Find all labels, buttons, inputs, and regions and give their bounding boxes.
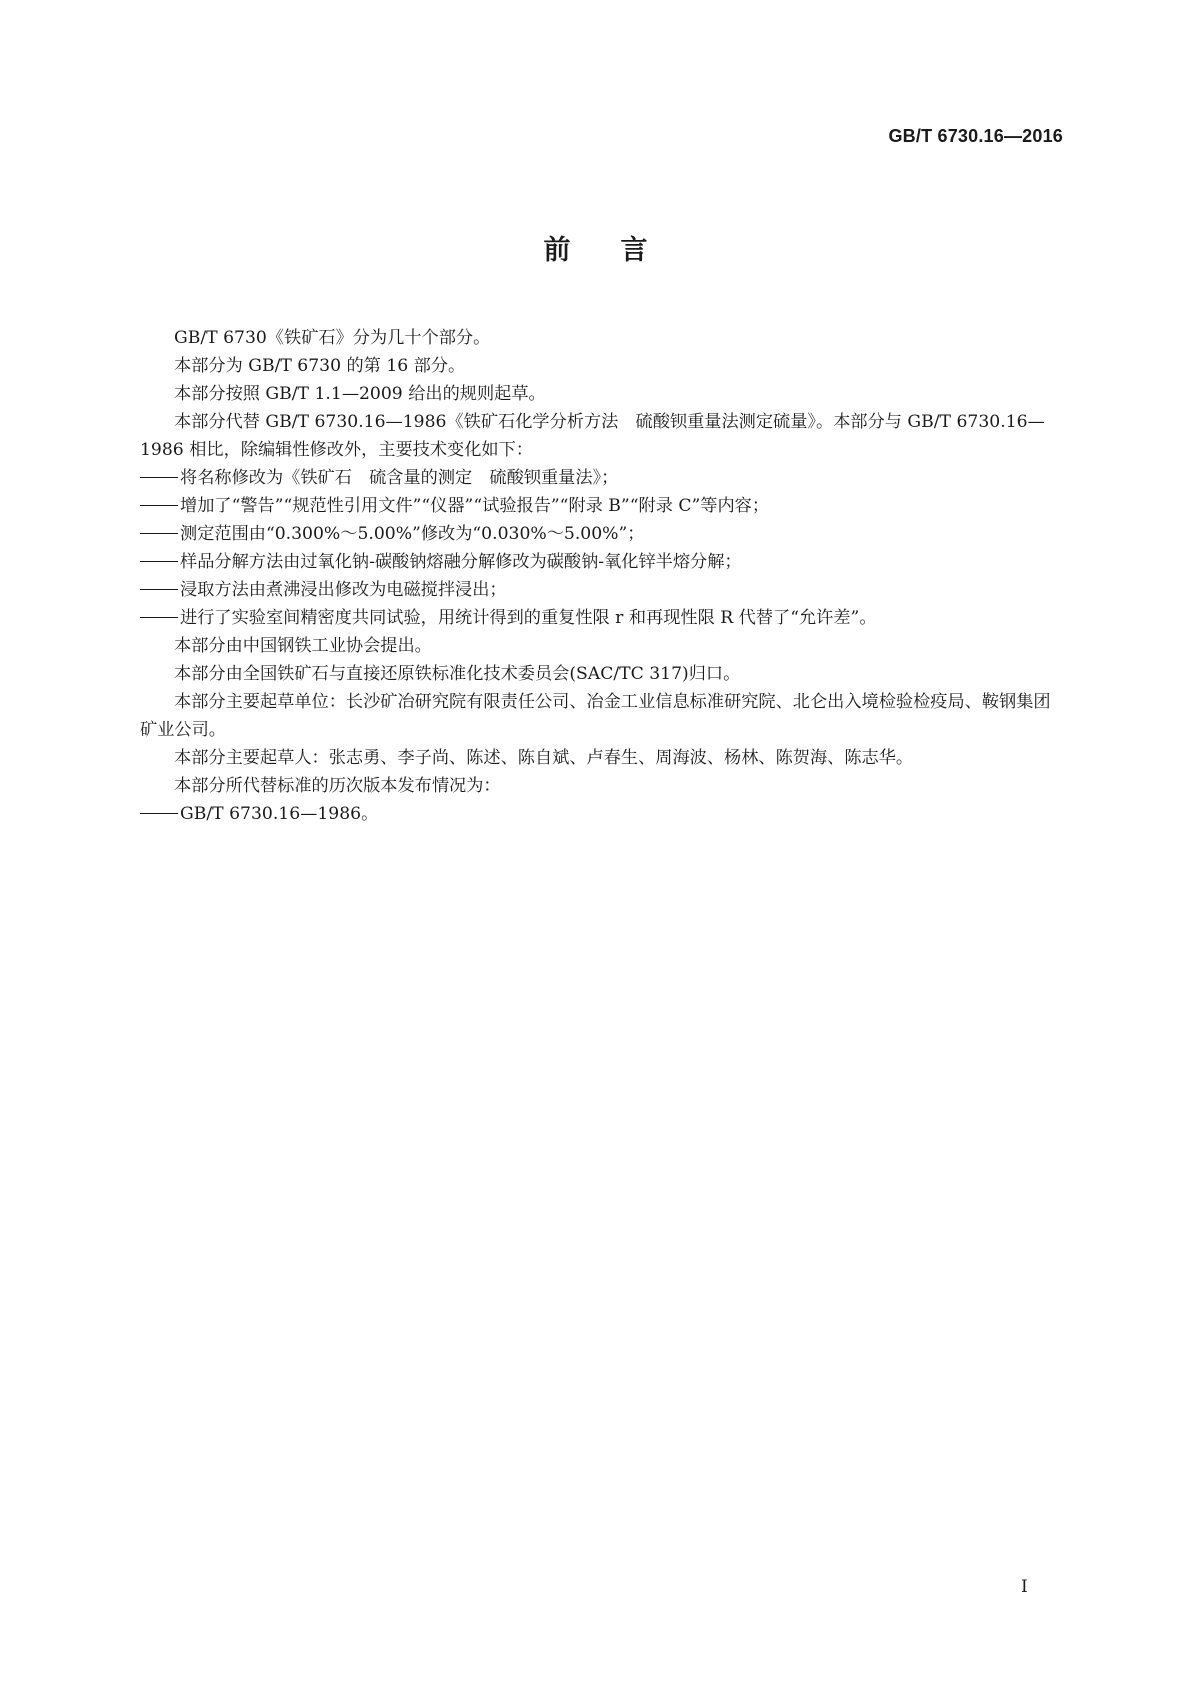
paragraph-drafting-units: 本部分主要起草单位：长沙矿冶研究院有限责任公司、冶金工业信息标准研究院、北仑出入境检验检疫局、鞍钢集团矿业公司。	[140, 692, 1051, 740]
change-list-item	[140, 492, 1060, 520]
change-list-item	[140, 520, 1060, 548]
em-dash-mark	[140, 533, 178, 534]
foreword-body	[140, 324, 1060, 828]
history-text: GB/T 6730.16—1986。	[180, 804, 379, 824]
page-title: 前言	[543, 235, 698, 266]
change-list-item	[140, 548, 1060, 576]
paragraph-drafting-rules: 本部分按照 GB/T 1.1—2009 给出的规则起草。	[174, 384, 546, 404]
paragraph-part-number: 本部分为 GB/T 6730 的第 16 部分。	[174, 356, 466, 376]
em-dash-mark	[140, 477, 178, 478]
paragraph-proposer: 本部分由中国钢铁工业协会提出。	[174, 636, 432, 656]
change-text: 测定范围由“0.300%～5.00%”修改为“0.030%～5.00%”；	[180, 524, 645, 544]
paragraph-drafters: 本部分主要起草人：张志勇、李子尚、陈述、陈自斌、卢春生、周海波、杨林、陈贺海、陈志华。	[174, 748, 914, 768]
page-number: I	[1021, 1577, 1028, 1597]
standard-code-header: GB/T 6730.16—2016	[888, 126, 1063, 146]
change-text: 增加了“警告”“规范性引用文件”“仪器”“试验报告”“附录 B”“附录 C”等内容；	[180, 496, 770, 516]
em-dash-mark	[140, 561, 178, 562]
em-dash-mark	[140, 813, 178, 814]
paragraph-committee: 本部分由全国铁矿石与直接还原铁标准化技术委员会(SAC/TC 317)归口。	[174, 664, 741, 684]
change-text: 浸取方法由煮沸浸出修改为电磁搅拌浸出；	[180, 580, 507, 600]
history-list-item	[140, 800, 1060, 828]
change-text: 样品分解方法由过氧化钠-碳酸钠熔融分解修改为碳酸钠-氧化锌半熔分解；	[180, 552, 742, 572]
change-list-item	[140, 604, 1060, 632]
change-text: 将名称修改为《铁矿石 硫含量的测定 硫酸钡重量法》；	[180, 468, 619, 488]
change-text: 进行了实验室间精密度共同试验，用统计得到的重复性限 r 和再现性限 R 代替了“允许差”。	[180, 608, 877, 628]
paragraph-history-intro: 本部分所代替标准的历次版本发布情况为：	[174, 776, 501, 796]
change-list-item	[140, 464, 1060, 492]
paragraph-parts: GB/T 6730《铁矿石》分为几十个部分。	[174, 328, 491, 348]
em-dash-mark	[140, 589, 178, 590]
paragraph-replacement: 本部分代替 GB/T 6730.16—1986《铁矿石化学分析方法 硫酸钡重量法测定硫量》。本部分与 GB/T 6730.16—1986 相比，除编辑性修改外，主要技术变化如下：	[140, 412, 1045, 460]
em-dash-mark	[140, 505, 178, 506]
change-list-item	[140, 576, 1060, 604]
em-dash-mark	[140, 617, 178, 618]
